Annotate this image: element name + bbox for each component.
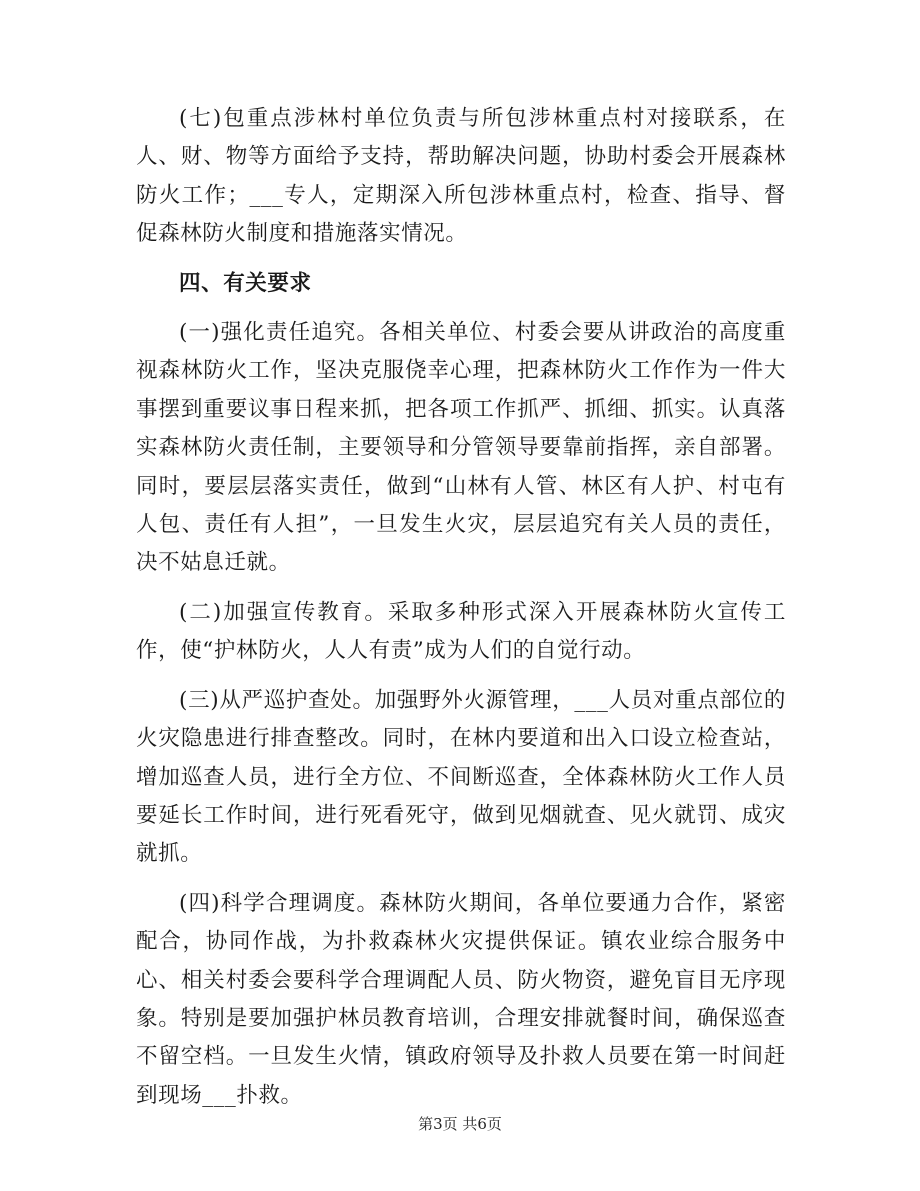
paragraph-accountability: (一)强化责任追究。各相关单位、村委会要从讲政治的高度重视森林防火工作，坚决克服侥幸心理，把森林防火工作作为一件大事摆到重要议事日程来抓，把各项工作抓严、抓细、抓实。认真落实森林防火责任制，主要领导和分管领导要靠前指挥，亲自部署。同时，要层层落实责任，做到“山林有人管、林区有人护、村屯有人包、责任有人担”，一旦发生火灾，层层追究有关人员的责任，决不姑息迁就。	[136, 320, 786, 576]
document-body	[136, 100, 786, 1126]
paragraph-publicity: (二)加强宣传教育。采取多种形式深入开展森林防火宣传工作，使“护林防火，人人有责”成为人们的自觉行动。	[136, 599, 786, 664]
paragraph-7: (七)包重点涉林村单位负责与所包涉林重点村对接联系，在人、财、物等方面给予支持，帮助解决问题，协助村委会开展森林防火工作；___专人，定期深入所包涉林重点村，检查、指导、督促森林防火制度和措施落实情况。	[136, 106, 786, 247]
section-heading-requirements: 四、有关要求	[179, 270, 312, 296]
page-number-footer: 第3页 共6页	[418, 1115, 502, 1133]
paragraph-patrol: (三)从严巡护查处。加强野外火源管理，___人员对重点部位的火灾隐患进行排查整改。同时，在林内要道和出入口设立检查站，增加巡查人员，进行全方位、不间断巡查，全体森林防火工作人员要延长工作时间，进行死看死守，做到见烟就查、见火就罚、成灾就抓。	[136, 687, 786, 867]
paragraph-dispatch: (四)科学合理调度。森林防火期间，各单位要通力合作，紧密配合，协同作战，为扑救森林火灾提供保证。镇农业综合服务中心、相关村委会要科学合理调配人员、防火物资，避免盲目无序现象。特别是要加强护林员教育培训，合理安排就餐时间，确保巡查不留空档。一旦发生火情，镇政府领导及扑救人员要在第一时间赶到现场___扑救。	[136, 890, 786, 1108]
